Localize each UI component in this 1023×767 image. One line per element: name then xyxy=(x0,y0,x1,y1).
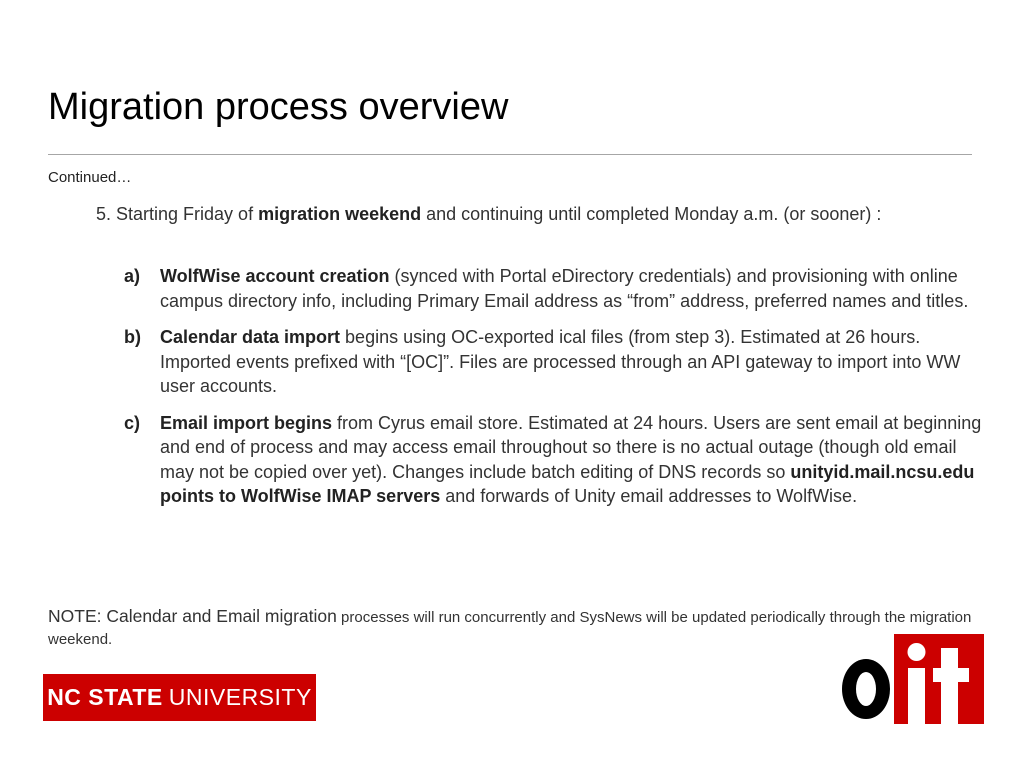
sub-item-c xyxy=(124,411,984,509)
slide-title: Migration process overview xyxy=(48,86,509,128)
continued-label: Continued… xyxy=(48,169,132,186)
oit-logo-i-dot xyxy=(908,643,926,661)
sub-item-bold: WolfWise account creation xyxy=(160,266,390,286)
ncsu-logo-light: UNIVERSITY xyxy=(168,684,312,710)
oit-logo-t-stem xyxy=(941,648,958,724)
oit-logo-t-bar xyxy=(933,668,969,682)
sub-item-marker: b) xyxy=(124,327,141,347)
sub-item-bold: Calendar data import xyxy=(160,327,341,347)
ncsu-logo-strong: NC STATE xyxy=(47,684,163,710)
note-rest: processes will run concurrently and SysNews will be updated periodically through the migration weekend. xyxy=(48,609,972,648)
note-lead: NOTE: Calendar and Email migration xyxy=(48,606,337,626)
step-5 xyxy=(96,202,966,227)
sub-item-text-2: and forwards of Unity email addresses to WolfWise. xyxy=(440,486,858,506)
oit-logo-i-stem xyxy=(908,668,925,724)
ncsu-logo xyxy=(43,674,316,721)
sub-item-b xyxy=(124,325,984,399)
oit-logo xyxy=(838,634,984,724)
sub-item-text: (synced with Portal eDirectory credentials) and provisioning with online campus directory info, including Primary Email address as “from” address, preferred names and titles. xyxy=(160,266,969,311)
sub-item-text: begins using OC-exported ical files (from step 3). Estimated at 26 hours. Imported events prefixed with “[OC]”. Files are processed through an API gateway to import into WW user accounts. xyxy=(160,327,961,396)
sub-item-list xyxy=(124,264,984,521)
sub-item-a xyxy=(124,264,984,313)
step-prefix: 5. Starting Friday of xyxy=(96,204,259,224)
step-suffix: and continuing until completed Monday a.m. (or sooner) : xyxy=(421,204,882,224)
sub-item-bold-2: unityid.mail.ncsu.edu points to WolfWise IMAP servers xyxy=(160,461,975,506)
sub-item-marker: c) xyxy=(124,412,141,433)
sub-item-bold: Email import begins xyxy=(160,412,333,433)
sub-item-text: from Cyrus email store. Estimated at 24 hours. Users are sent email at beginning and end of process and may access email throughout so there is no actual outage (though old email may not be copied over yet). Changes include batch editing of DNS records so xyxy=(160,412,982,482)
sub-item-marker: a) xyxy=(124,266,141,286)
step-bold: migration weekend xyxy=(258,204,422,224)
title-divider xyxy=(48,154,972,155)
